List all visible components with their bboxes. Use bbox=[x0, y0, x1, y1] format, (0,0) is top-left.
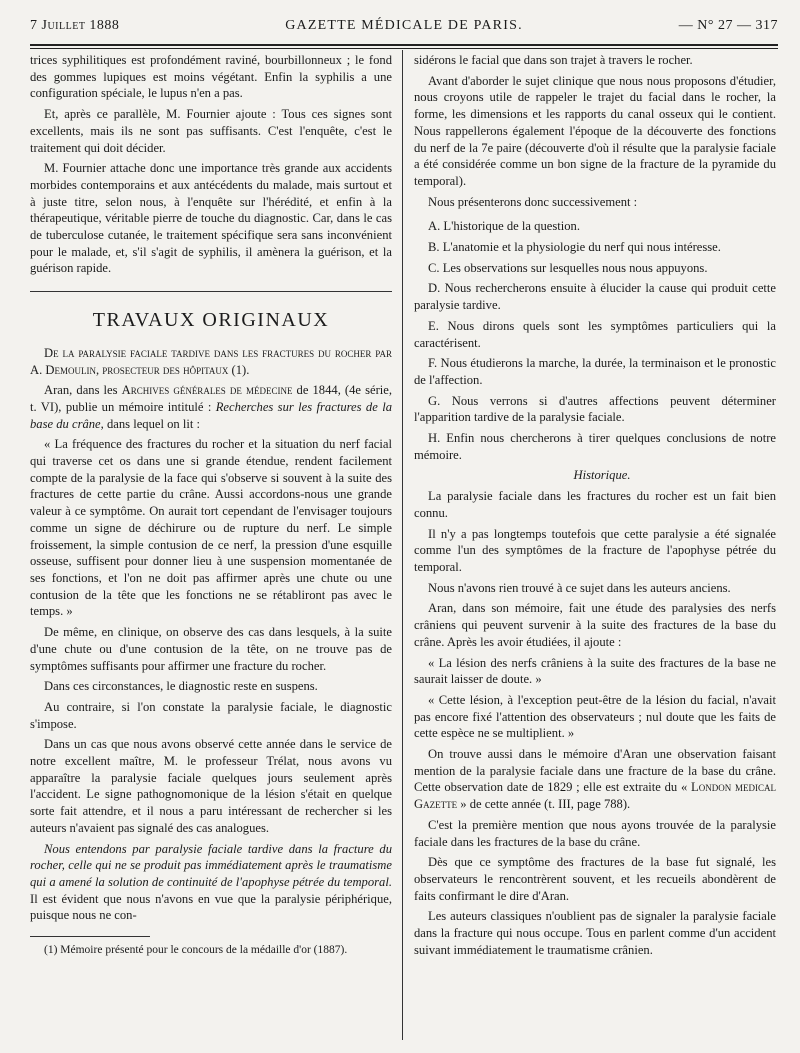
page-header bbox=[30, 12, 778, 42]
paragraph-gazette bbox=[414, 746, 776, 813]
paragraph: Avant d'aborder le sujet clinique que nous nous proposons d'étudier, nous croyons utile de rappeler le trajet du facial dans le rocher, la forme, les dimensions et les rapports du canal osseux qui le contient. Nous rappellerons également l'époque de la découverte des fonctions du nerf de la 7e paire (découverte d'où il résulte que la paralysie faciale a été considérée comme un bon signe de la fracture de la pyramide du temporal). bbox=[414, 73, 776, 188]
paragraph-aran-intro bbox=[30, 382, 392, 432]
list-item: E. Nous dirons quels sont les symptômes particuliers qui la caractérisent. bbox=[414, 318, 776, 350]
right-column bbox=[414, 52, 776, 962]
section-rule bbox=[30, 291, 392, 292]
paragraph: Et, après ce parallèle, M. Fournier ajoute : Tous ces signes sont excellents, mais ils ne sont pas suffisants. C'est l'enquête, c'est le traitement qui doit décider. bbox=[30, 107, 392, 155]
paragraph: Il n'y a pas longtemps toutefois que cette paralysie a été signalée comme l'un des symptômes de la fracture de l'apophyse pétrée du temporal. bbox=[414, 526, 776, 574]
header-title: GAZETTE MÉDICALE DE PARIS. bbox=[285, 18, 523, 33]
article-heading: De la paralysie faciale tardive dans les fractures du rocher par A. Demoulin, prosecteur des hôpitaux (1). bbox=[30, 345, 392, 377]
paragraph: Dès que ce symptôme des fractures de la base fut signalé, les observateurs le rencontrèrent souvent, et les recueils abondèrent de faits confirmant le dire d'Aran. bbox=[414, 855, 776, 903]
subheading: Historique. bbox=[573, 468, 631, 483]
header-page-number: — N° 27 — 317 bbox=[678, 18, 778, 33]
journal-name: Archives générales de médecine bbox=[121, 383, 293, 398]
paragraph: De même, en clinique, on observe des cas dans lesquels, à la suite d'une chute ou d'une contusion de la tête, on ne trouve pas de symptômes suffisants pour affirmer une fracture du rocher. bbox=[30, 625, 392, 673]
text: Il est évident que nous n'avons en vue que la paralysie périphérique, puisque nous ne con- bbox=[30, 891, 392, 923]
journal-name: London medical Gazette bbox=[414, 780, 776, 812]
paragraph: Aran, dans son mémoire, fait une étude des paralysies des nerfs crâniens qui peuvent survenir à la suite des fractures de la base du crâne. Après les avoir étudiées, il ajoute : bbox=[414, 601, 776, 649]
text: de 1844, (4e série, t. VI), publie un mémoire intitulé : bbox=[30, 383, 392, 414]
text: Aran, dans les bbox=[44, 383, 122, 398]
text: » de cette année (t. III, page 788). bbox=[457, 797, 631, 812]
quotation: « La lésion des nerfs crâniens à la suite des fractures de la base ne saurait laisser de doute. » bbox=[414, 655, 776, 687]
memoir-title: Recherches sur les fractures de la base du crâne, bbox=[30, 399, 392, 431]
paragraph: sidérons le facial que dans son trajet à travers le rocher. bbox=[414, 53, 693, 67]
list-item: A. L'historique de la question. bbox=[428, 219, 580, 234]
paragraph: trices syphilitiques est profondément raviné, bourbillonneux ; le fond des gommes lupiques est moins végétant. Enfin la syphilis a une configuration spéciale, le lupus n'en a pas. bbox=[30, 53, 392, 101]
paragraph: La paralysie faciale dans les fractures du rocher est un fait bien connu. bbox=[414, 489, 776, 520]
list-item: H. Enfin nous chercherons à tirer quelques conclusions de notre mémoire. bbox=[414, 431, 776, 462]
paragraph: Nous n'avons rien trouvé à ce sujet dans les auteurs anciens. bbox=[428, 580, 731, 595]
paragraph: Nous présenterons donc successivement : bbox=[428, 194, 638, 209]
paragraph: M. Fournier attache donc une importance très grande aux accidents morbides contemporains et aux antécédents du malade, mais surtout et à juste titre, selon nous, à l'enquête sur l'hérédité, et enfin à la thérapeutique, véritable pierre de touche du diagnostic. Car, dans le cas de tuberculose cutanée, le traitement spécifique sera sans inconvénient pour le malade, et, s'il s'agit de syphilis, il amènera la guérison, et la guérison rapide. bbox=[30, 161, 392, 276]
footnote-rule bbox=[30, 936, 150, 937]
paragraph: Dans ces circonstances, le diagnostic reste en suspens. bbox=[44, 679, 318, 694]
header-rule bbox=[30, 44, 778, 49]
paragraph: C'est la première mention que nous ayons trouvée de la paralysie faciale dans les fractures de la base du crâne. bbox=[414, 817, 776, 849]
paragraph-definition bbox=[30, 841, 392, 925]
text: dans lequel on lit : bbox=[103, 416, 200, 431]
list-item: D. Nous rechercherons ensuite à élucider la cause qui produit cette paralysie tardive. bbox=[414, 281, 776, 313]
list-item: B. L'anatomie et la physiologie du nerf qui nous intéresse. bbox=[428, 240, 721, 255]
definition-italic: Nous entendons par paralysie faciale tardive dans la fracture du rocher, celle qui ne se produit pas immédiatement après le traumatisme qui a amené la solution de continuité de l'apophyse pétrée du temporal. bbox=[30, 841, 392, 889]
header-date: 7 Juillet 1888 bbox=[30, 18, 120, 33]
list-item: G. Nous verrons si d'autres affections peuvent déterminer l'apparition tardive de la paralysie faciale. bbox=[414, 393, 776, 425]
section-title: TRAVAUX ORIGINAUX bbox=[92, 309, 330, 332]
paragraph: Au contraire, si l'on constate la paralysie faciale, le diagnostic s'impose. bbox=[30, 699, 392, 731]
paragraph: Dans un cas que nous avons observé cette année dans le service de notre excellent maître, M. le professeur Trélat, nous avons vu apparaître la paralysie faciale quelques jours seulement après l'accident. Le signe pathognomonique de la lésion s'était en quelque sorte fait attendre, et il nous a paru intéressant de rechercher si les auteurs n'avaient pas signalé des cas analogues. bbox=[30, 737, 392, 835]
paragraph: Les auteurs classiques n'oublient pas de signaler la paralysie faciale dans la fracture qui nous occupe. Tous en parlent comme d'un accident suivant immédiatement le traumatisme crânien. bbox=[414, 909, 776, 957]
left-column bbox=[30, 52, 392, 961]
list-item: C. Les observations sur lesquelles nous nous appuyons. bbox=[428, 260, 708, 275]
column-divider bbox=[402, 50, 403, 1040]
quotation: « Cette lésion, à l'exception peut-être de la lésion du facial, n'avait pas encore fixé l'attention des observateurs ; nul doute que les faits de cette espèce ne se multiplient. » bbox=[414, 692, 776, 741]
list-item: F. Nous étudierons la marche, la durée, la terminaison et le pronostic de l'affection. bbox=[414, 356, 776, 387]
footnote: (1) Mémoire présenté pour le concours de la médaille d'or (1887). bbox=[44, 944, 348, 957]
quotation: « La fréquence des fractures du rocher et la situation du nerf facial qui traverse cet os dans une si grande étendue, rendent facilement compte de la paralysie de la face qui s'observe si souvent à la suite des fractures de cette partie du crâne. Aussi accordons-nous une grande valeur à ce symptôme. On aurait tort cependant de l'envisager toujours comme un signe de déchirure ou de rupture du nerf. Le simple froissement, la simple contusion de ce nerf, la pression d'une esquille osseuse, suffisent pour donner lieu à une suspension momentanée de ses fonctions, et l'on ne doit pas affirmer après une chute ou une contusion de la tête que les fonctions ne se rétabliront pas avec le temps. » bbox=[30, 437, 392, 619]
text: On trouve aussi dans le mémoire d'Aran une observation faisant mention de la paralysie faciale dans une fracture de la base du crâne. Cette observation date de 1829 ; elle est extraite du « bbox=[414, 747, 776, 795]
